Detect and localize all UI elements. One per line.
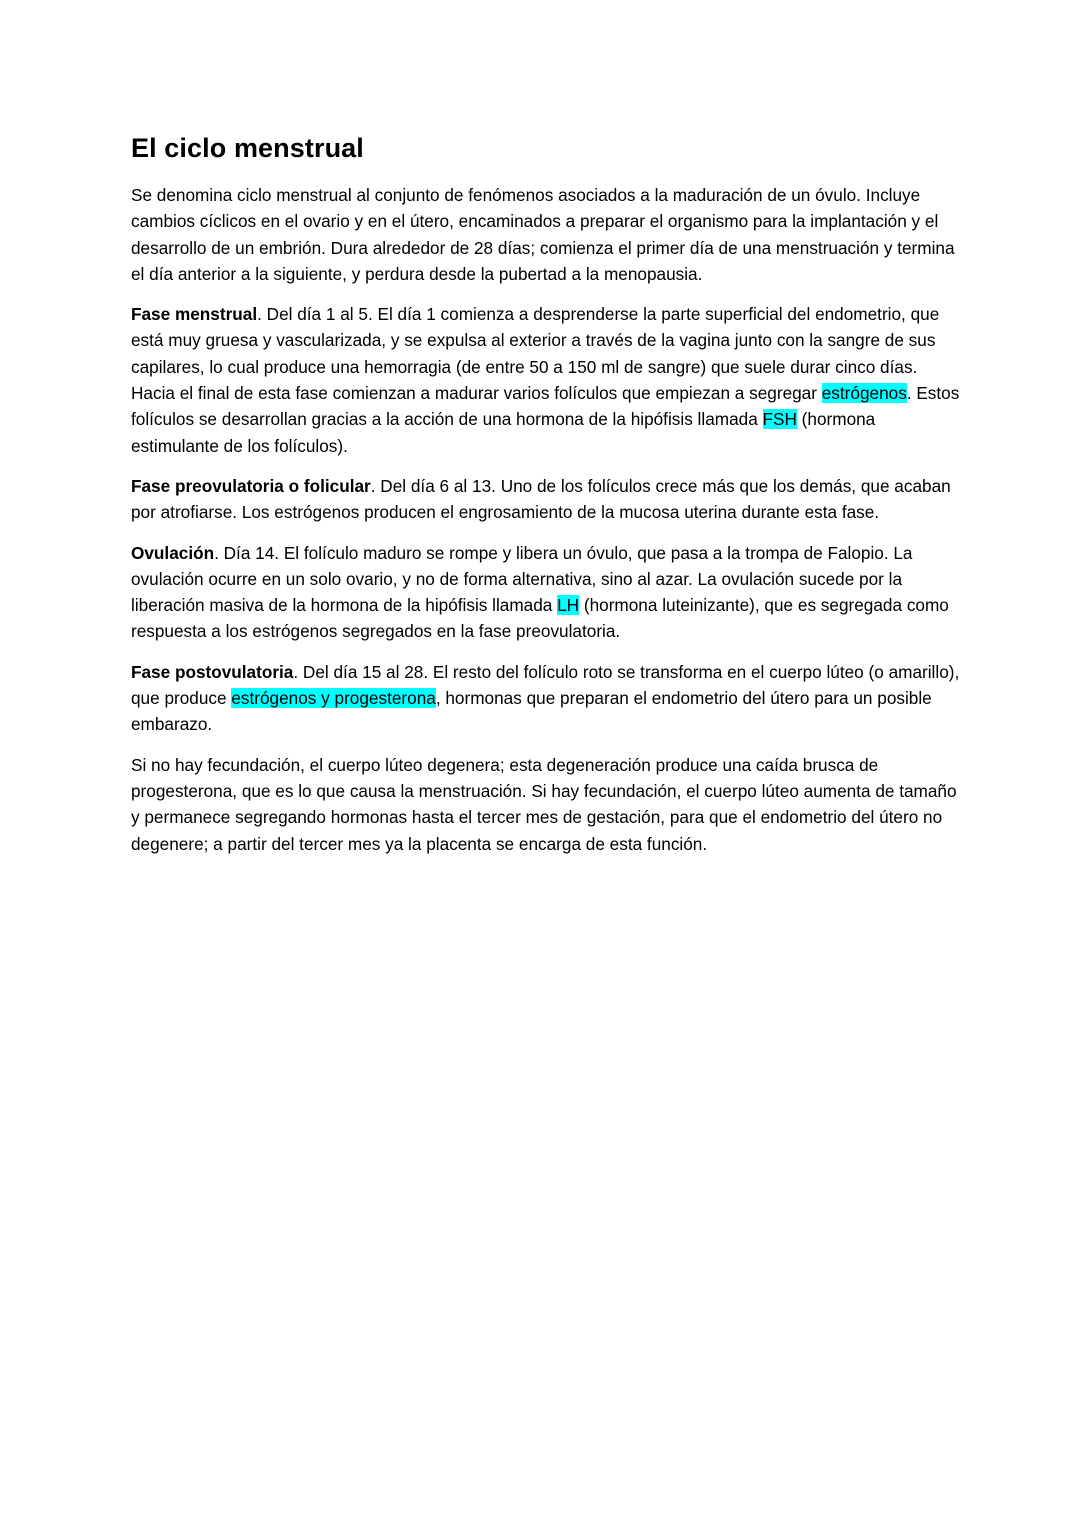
- page-title: El ciclo menstrual: [131, 133, 364, 163]
- preovulatory-phase-heading: Fase preovulatoria o folicular: [131, 475, 371, 496]
- preovulatory-phase-paragraph: [131, 473, 961, 526]
- menstrual-text-3: (hormona estimulante de los folículos).: [131, 409, 876, 456]
- menstrual-phase-paragraph: [131, 301, 961, 459]
- intro-paragraph: Se denomina ciclo menstrual al conjunto de fenómenos asociados a la maduración de un óvulo. Incluye cambios cíclicos en el ovario y en el útero, encaminados a preparar el organismo para la implantación y el desarrollo de un embrión. Dura alrededor de 28 días; comienza el primer día de una menstruación y termina el día anterior a la siguiente, y perdura desde la pubertad a la menopausia.: [131, 185, 955, 284]
- menstrual-text-1: . Del día 1 al 5. El día 1 comienza a desprenderse la parte superficial del endometrio, que está muy gruesa y vascularizada, y se expulsa al exterior a través de la vagina junto con la sangre de sus capilares, lo cual produce una hemorragia (de entre 50 a 150 ml de sangre) que suele durar cinco días. Hacia el final de esta fase comienzan a madurar varios folículos que empiezan a segregar: [131, 304, 940, 404]
- highlight-estrogenos: estrógenos: [821, 383, 907, 404]
- menstrual-phase-heading: Fase menstrual: [131, 304, 258, 325]
- postovulatory-text-2: , hormonas que preparan el endometrio del útero para un posible embarazo.: [131, 688, 932, 735]
- ovulation-text-1: . Día 14. El folículo maduro se rompe y libera un óvulo, que pasa a la trompa de Falopio. La ovulación ocurre en un solo ovario, y no de forma alternativa, sino al azar. La ovulación sucede por la liberación masiva de la hormona de la hipófisis llamada: [131, 542, 913, 616]
- document-page: [131, 128, 961, 871]
- ovulation-text-2: (hormona luteinizante), que es segregada como respuesta a los estrógenos segregados en la fase preovulatoria.: [131, 595, 949, 642]
- closing-paragraph: Si no hay fecundación, el cuerpo lúteo degenera; esta degeneración produce una caída brusca de progesterona, que es lo que causa la menstruación. Si hay fecundación, el cuerpo lúteo aumenta de tamaño y permanece segregando hormonas hasta el tercer mes de gestación, para que el endometrio del útero no degenere; a partir del tercer mes ya la placenta se encarga de esta función.: [131, 754, 957, 854]
- highlight-fsh: FSH: [762, 409, 797, 430]
- postovulatory-phase-paragraph: [131, 659, 961, 738]
- postovulatory-text-1: . Del día 15 al 28. El resto del folículo roto se transforma en el cuerpo lúteo (o amarillo), que produce: [131, 661, 960, 709]
- ovulation-heading: Ovulación: [131, 542, 215, 563]
- menstrual-text-2: . Estos folículos se desarrollan gracias a la acción de una hormona de la hipófisis llamada: [131, 383, 960, 430]
- highlight-estrogenos-progesterona: estrógenos y progesterona: [231, 688, 436, 709]
- postovulatory-phase-heading: Fase postovulatoria: [131, 661, 294, 682]
- preovulatory-text: . Del día 6 al 13. Uno de los folículos crece más que los demás, que acaban por atrofiarse. Los estrógenos producen el engrosamiento de la mucosa uterina durante esta fase.: [131, 475, 951, 523]
- ovulation-paragraph: [131, 540, 961, 645]
- highlight-lh: LH: [557, 595, 580, 616]
